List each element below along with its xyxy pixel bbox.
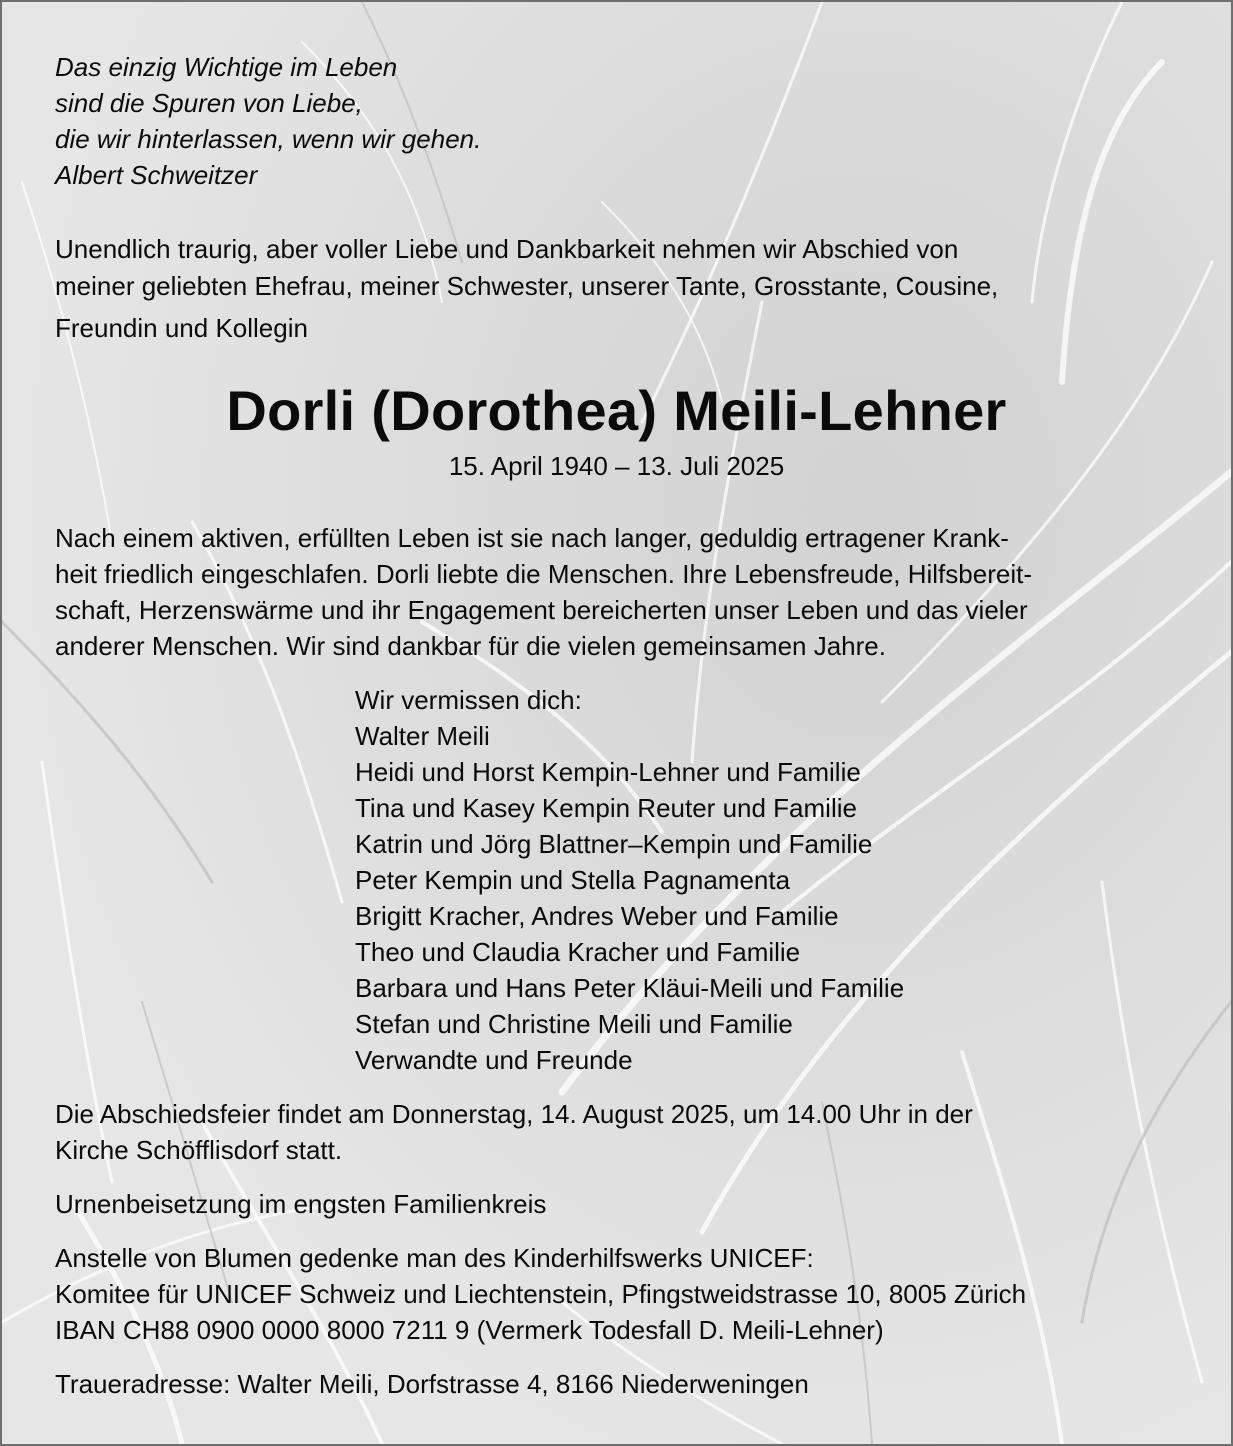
intro-line: Unendlich traurig, aber voller Liebe und Dankbarkeit nehmen wir Abschied von	[55, 234, 959, 264]
mourner-name: Stefan und Christine Meili und Familie	[355, 1009, 793, 1039]
service-line: Kirche Schöfflisdorf statt.	[55, 1135, 343, 1165]
mourning-address: Traueradresse: Walter Meili, Dorfstrasse 4, 8166 Niederweningen	[55, 1369, 809, 1399]
quote-author: Albert Schweitzer	[55, 160, 258, 190]
mourner-name: Tina und Kasey Kempin Reuter und Familie	[355, 793, 857, 823]
donation-line: Komitee für UNICEF Schweiz und Liechtenstein, Pfingstweidstrasse 10, 8005 Zürich	[55, 1279, 1027, 1309]
mourner-name: Peter Kempin und Stella Pagnamenta	[355, 865, 791, 895]
mourner-name: Theo und Claudia Kracher und Familie	[355, 937, 801, 967]
quote-line: sind die Spuren von Liebe,	[55, 88, 363, 118]
notice-content	[2, 2, 1231, 1444]
tribute-line: Nach einem aktiven, erfüllten Leben ist sie nach langer, geduldig ertragener Krank-	[55, 523, 1009, 553]
quote-line: Das einzig Wichtige im Leben	[55, 52, 398, 82]
mourner-name: Walter Meili	[355, 721, 490, 751]
tribute-line: anderer Menschen. Wir sind dankbar für die vielen gemeinsamen Jahre.	[55, 631, 886, 661]
service-line: Die Abschiedsfeier findet am Donnerstag, 14. August 2025, um 14.00 Uhr in der	[55, 1099, 973, 1129]
mourner-name: Verwandte und Freunde	[355, 1045, 633, 1075]
mourner-name: Barbara und Hans Peter Kläui-Meili und Familie	[355, 973, 905, 1003]
deceased-name: Dorli (Dorothea) Meili-Lehner	[226, 379, 1007, 442]
burial-note: Urnenbeisetzung im engsten Familienkreis	[55, 1189, 547, 1219]
mourner-name: Katrin und Jörg Blattner–Kempin und Familie	[355, 829, 873, 859]
donation-line: Anstelle von Blumen gedenke man des Kinderhilfswerks UNICEF:	[55, 1243, 814, 1273]
quote-line: die wir hinterlassen, wenn wir gehen.	[55, 124, 482, 154]
intro-line: meiner geliebten Ehefrau, meiner Schwester, unserer Tante, Grosstante, Cousine,	[55, 271, 999, 301]
donation-iban: IBAN CH88 0900 0000 8000 7211 9 (Vermerk Todesfall D. Meili-Lehner)	[55, 1315, 884, 1345]
life-dates: 15. April 1940 – 13. Juli 2025	[448, 451, 785, 481]
mourner-name: Brigitt Kracher, Andres Weber und Familie	[355, 901, 839, 931]
mourner-name: Heidi und Horst Kempin-Lehner und Familie	[355, 757, 861, 787]
tribute-line: heit friedlich eingeschlafen. Dorli liebte die Menschen. Ihre Lebensfreude, Hilfsbereit-	[55, 559, 1032, 589]
tribute-line: schaft, Herzenswärme und ihr Engagement bereicherten unser Leben und das vieler	[55, 595, 1028, 625]
mourners-heading: Wir vermissen dich:	[355, 685, 582, 715]
intro-line: Freundin und Kollegin	[55, 313, 308, 343]
